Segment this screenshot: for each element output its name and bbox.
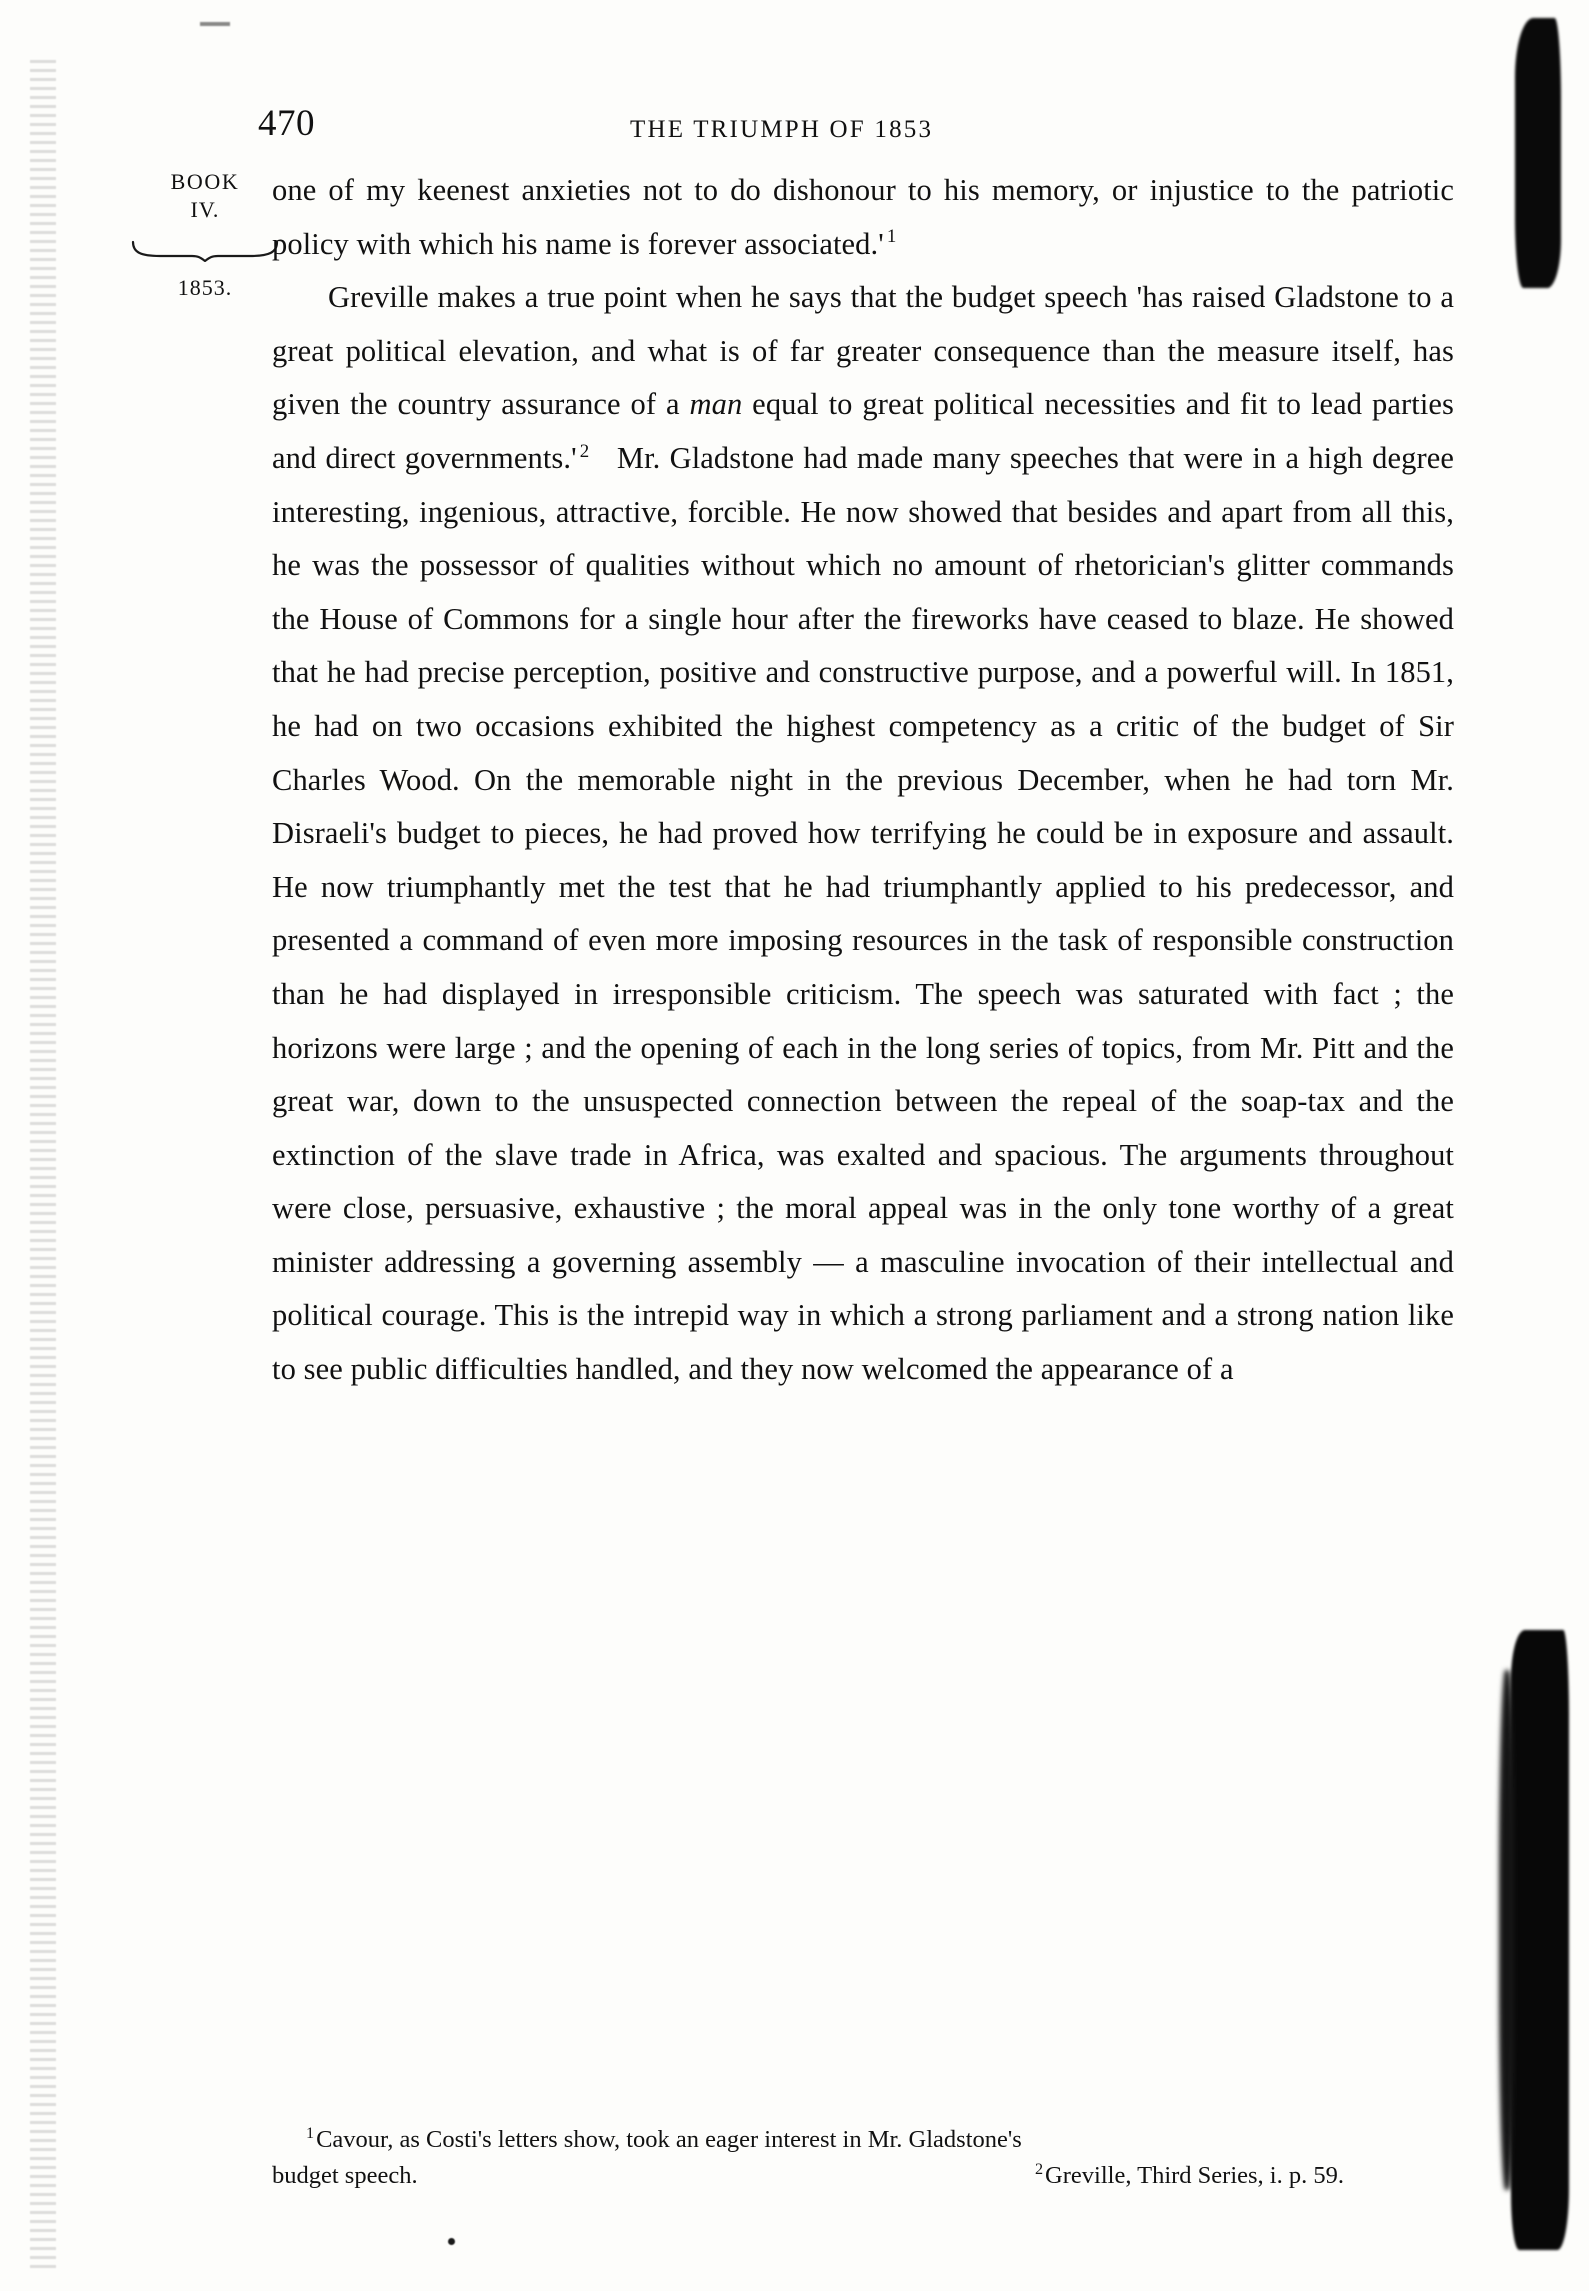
footnotes-block: [272, 2122, 1462, 2194]
scan-speck-bottom: [448, 2238, 455, 2245]
margin-brace-icon: [130, 240, 280, 262]
footnote-1-line: [272, 2122, 1462, 2158]
footnote-2-marker: 2: [1034, 2160, 1044, 2178]
footnote-1-text: Cavour, as Costi's letters show, took an eager interest in Mr. Gladstone's: [316, 2126, 1022, 2153]
paragraph-1: [272, 164, 1454, 271]
footnote-2-text: Greville, Third Series, i. p. 59.: [1045, 2162, 1344, 2189]
footnote-second-line: [272, 2158, 1462, 2194]
scan-edge-artifact-left: [30, 60, 56, 2270]
paragraph-1-text: one of my keenest anxieties not to do dishonour to his memory, or injustice to the patriotic policy with which his name is forever associated.': [272, 173, 1454, 261]
margin-book-label: [120, 168, 290, 224]
page-number: 470: [258, 103, 315, 144]
margin-book-line1: BOOK: [170, 169, 240, 194]
page-header: [0, 58, 1589, 144]
footnote-1-marker: 1: [306, 2124, 315, 2142]
scan-speck-top: [200, 22, 230, 26]
footnote-1-continuation: budget speech.: [272, 2162, 418, 2189]
body-text-column: [272, 164, 1454, 1397]
paragraph-2-part-a: Greville makes a true point when he says that the budget speech 'has raised Gladstone to a great political elevation, and what is of far greater consequence than the measure itself, has given the country assurance of a: [272, 280, 1454, 422]
footnote-ref-2: 2: [579, 440, 590, 462]
footnote-2-line: [1035, 2158, 1462, 2194]
paragraph-2-part-b: equal to great political necessities and fit to lead parties and direct governments.': [272, 387, 1455, 475]
paragraph-2-part-c: Mr. Gladstone had made many speeches that were in a high degree interesting, ingenious, attractive, forcible. He now showed that besides and apart from all this, he was the possessor of qualities without which no amount of rhetorician's glitter commands the House of Commons for a single hour after the fireworks have ceased to blaze. He showed that he had precise perception, positive and constructive purpose, and a powerful will. In 1851, he had on two occasions exhibited the highest competency as a critic of the budget of Sir Charles Wood. On the memorable night in the previous December, when he had torn Mr. Disraeli's budget to pieces, he had proved how terrifying he could be in exposure and assault. He now triumphantly met the test that he had triumphantly applied to his predecessor, and presented a command of even more imposing resources in the task of responsible construction than he had displayed in irresponsible criticism. The speech was saturated with fact ; the horizons were large ; and the opening of each in the long series of topics, from Mr. Pitt and the great war, down to the unsuspected connection between the repeal of the soap-tax and the extinction of the slave trade in Africa, was exalted and spacious. The arguments throughout were close, persuasive, exhaustive ; the moral appeal was in the only tone worthy of a great minister addressing a governing assembly — a masculine invocation of their intellectual and political courage. This is the intrepid way in which a strong parliament and a strong nation like to see public difficulties handled, and they now welcomed the appearance of a: [272, 440, 1454, 1387]
paragraph-2: [272, 271, 1454, 1396]
paragraph-2-emphasis: man: [689, 387, 743, 422]
running-head: THE TRIUMPH OF 1853: [630, 116, 934, 143]
margin-book-line2: IV.: [190, 197, 220, 223]
margin-year-label: 1853.: [177, 275, 233, 300]
footnote-ref-1: 1: [886, 226, 897, 248]
scan-shadow-artifact-bottom-right: [1511, 1630, 1569, 2250]
